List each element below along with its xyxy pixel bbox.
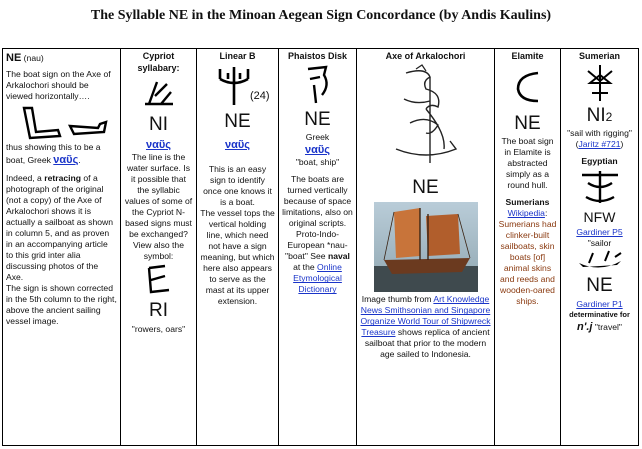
col5-cap1: Image thumb from	[361, 294, 434, 305]
col3-text2: The vessel tops the vertical holding line, which need not have a sign meaning, but which here also appears to serve as the mast at its upper extension.	[200, 208, 275, 307]
col5-article-link[interactable]: Art Knowledge News Smithsonian and Singapore Organize World Tour of Shipwreck Treasure	[360, 294, 491, 338]
col4-naval: naval	[327, 251, 350, 262]
col2-syllable2: RI	[149, 299, 168, 321]
col-phaistos-disk	[279, 49, 357, 446]
col1-p3c: of a photograph of the original (not a copy) of the Axe of Arkalochori shows it is actually a sailboat as shown in column 5, and as proven in an accompanying article to this grid inter alia discussing photos of the Axe.	[6, 173, 114, 283]
col3-text1: This is an easy sign to identify once one knows it is a boat.	[203, 164, 272, 208]
col3-syllable: NE	[224, 110, 251, 132]
col7-jaritz-link[interactable]: Jaritz #721	[578, 139, 621, 150]
col1-p2a: thus showing this to be a boat, Greek	[6, 142, 101, 166]
col1-p4: The sign is shown corrected in the 5th column to the right, above the ancient sailing vessel image.	[6, 283, 117, 327]
col4-header: Phaistos Disk	[287, 51, 348, 61]
col7-header: Sumerian	[578, 51, 620, 61]
col4-greek-link[interactable]: ναῦς	[304, 144, 330, 157]
col4-syllable: NE	[304, 108, 331, 130]
col6-sumerians: Sumerians	[505, 197, 550, 208]
egyptian-boat-hieroglyph-icon	[575, 249, 625, 273]
cypriot-ri-sign-icon	[139, 262, 179, 298]
col-ne-description	[3, 49, 121, 446]
linear-b-ne-sign-icon	[214, 63, 254, 107]
col7-syllable	[564, 105, 635, 127]
col7-det: determinative for	[569, 310, 630, 320]
col7-syllable-sub: 2	[605, 109, 613, 124]
col3-number: (24)	[250, 89, 270, 102]
col1-p3	[6, 173, 117, 283]
col-elamite: Elamite NE The boat sign in Elamite is abstracted simply as a round hull. Sumerians Wikipedia: Sumerians had clinker-built sailboats, skin boats [of] animal skins and reeds and wooden-oared ships.	[495, 49, 561, 446]
col7-nj: n'.j	[577, 320, 593, 333]
col7-travel: "travel"	[594, 321, 622, 332]
col-cypriot	[121, 49, 197, 446]
col6-text: The boat sign in Elamite is abstracted simply as a round hull.	[501, 136, 554, 191]
page-title: The Syllable NE in the Minoan Aegean Sign Concordance (by Andis Kaulins)	[90, 8, 552, 23]
col-sumerian: Sumerian NI2 "sail with rigging" (Jaritz #721) Egyptian NFW Gardiner P5 "sailor NE Gardiner P1 determinative for n'.j "travel"	[561, 49, 639, 446]
col1-head-sub: (nau)	[23, 53, 44, 63]
col-linear-b	[197, 49, 279, 446]
col7-gardiner-p5-link[interactable]: Gardiner P5	[576, 227, 623, 238]
col6-wikipedia-link[interactable]: Wikipedia	[507, 208, 545, 219]
col7-syllable-text: NI	[586, 104, 606, 126]
col4-etymology-link[interactable]: Online Etymological Dictionary	[293, 262, 342, 295]
col5-header: Axe of Arkalochori	[385, 51, 466, 61]
col7-gardiner-p1-link[interactable]: Gardiner P1	[576, 299, 623, 310]
col-axe-arkalochori	[357, 49, 495, 446]
col4-text-a: The boats are turned vertically because of space limitations, also on original scripts. Proto-Indo-European *nau- "boat" See	[282, 174, 353, 262]
col6-brown-text: Sumerians had clinker-built sailboats, skin boats [of] animal skins and reeds and wooden-oared ships.	[498, 219, 557, 307]
col4-gloss: "boat, ship"	[295, 157, 340, 168]
col4-text	[282, 174, 353, 295]
col7-gloss2: "sailor	[587, 238, 612, 249]
col2-gloss2: "rowers, oars"	[131, 323, 186, 334]
col1-p1: The boat sign on the Axe of Arkalochori should be viewed horizontally….	[6, 69, 111, 102]
col7-nfw: NFW	[583, 209, 616, 226]
col7-gloss: "sail with rigging"	[567, 128, 632, 139]
egyptian-mast-hieroglyph-icon	[578, 167, 622, 207]
col2-text: The line is the water surface. Is it possible that the syllabic values of some of the Cypriot N-based signs must be exchanged? View also the symbol:	[124, 151, 193, 261]
sailboat-replica-photo	[374, 202, 478, 292]
col4-lang: Greek	[305, 132, 330, 143]
col3-header: Linear B	[219, 51, 256, 61]
col3-sign-area	[200, 63, 275, 109]
col1-p2b: .	[78, 155, 81, 166]
col6-syllable: NE	[514, 112, 541, 134]
col1-greek-link[interactable]: ναῦς	[53, 154, 79, 167]
col2-syllable: NI	[149, 114, 168, 136]
col7-egyptian: Egyptian	[581, 156, 618, 167]
col5-cap2: shows replica of ancient sailboat that prior to the modern age sailed to Indonesia.	[364, 327, 490, 360]
cypriot-ni-sign-icon	[139, 74, 179, 112]
phaistos-boat-sign-icon	[298, 63, 338, 107]
col1-p3b: retracing	[44, 173, 82, 184]
col2-header: Cypriot syllabary:	[137, 51, 180, 73]
col5-caption	[360, 294, 491, 360]
col1-p3a: Indeed, a	[6, 173, 45, 184]
axe-boat-retracing-icon	[386, 63, 466, 175]
col6-header: Elamite	[511, 51, 544, 61]
col3-greek-link[interactable]: ναῦς	[224, 139, 250, 152]
col5-syllable: NE	[412, 176, 439, 198]
elamite-round-hull-icon	[508, 63, 548, 111]
col2-greek-link[interactable]: ναῦς	[145, 138, 171, 151]
col1-p2	[6, 142, 117, 167]
col7-ne: NE	[586, 275, 613, 297]
horizontal-boat-icon	[12, 102, 112, 142]
col4-text-b: at the	[293, 262, 318, 273]
sumerian-sail-sign-icon	[580, 63, 620, 103]
concordance-grid	[2, 48, 639, 446]
col1-head: NE	[6, 52, 22, 64]
